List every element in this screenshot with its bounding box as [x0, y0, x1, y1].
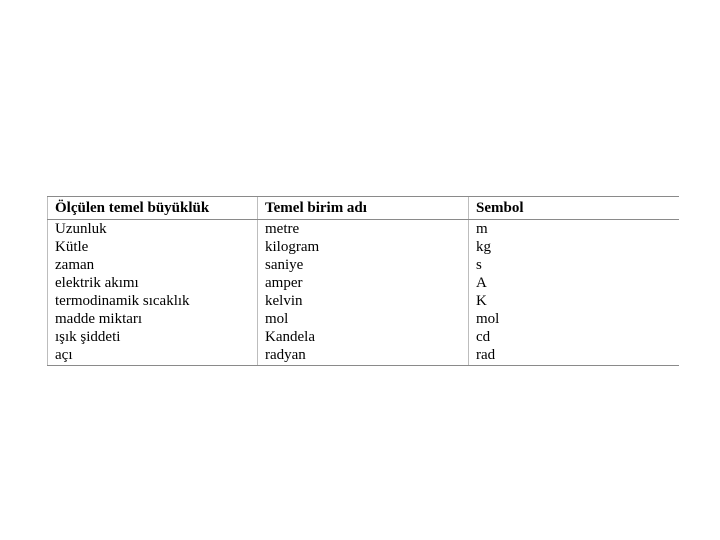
- si-units-table: [47, 196, 679, 366]
- table-row: [48, 328, 679, 346]
- table-header-row: [48, 197, 679, 220]
- cell-quantity: ışık şiddeti: [48, 328, 258, 346]
- cell-quantity: zaman: [48, 256, 258, 274]
- cell-symbol: K: [469, 292, 679, 310]
- cell-quantity: açı: [48, 346, 258, 366]
- table-row: [48, 238, 679, 256]
- cell-symbol: s: [469, 256, 679, 274]
- header-quantity: Ölçülen temel büyüklük: [48, 197, 258, 220]
- si-units-table-container: [47, 196, 678, 366]
- cell-quantity: termodinamik sıcaklık: [48, 292, 258, 310]
- cell-symbol: rad: [469, 346, 679, 366]
- cell-quantity: Uzunluk: [48, 220, 258, 239]
- header-unit-name: Temel birim adı: [258, 197, 469, 220]
- cell-unit-name: radyan: [258, 346, 469, 366]
- table-row: [48, 346, 679, 366]
- cell-quantity: elektrik akımı: [48, 274, 258, 292]
- cell-symbol: cd: [469, 328, 679, 346]
- cell-unit-name: metre: [258, 220, 469, 239]
- table-row: [48, 274, 679, 292]
- cell-symbol: mol: [469, 310, 679, 328]
- cell-unit-name: kelvin: [258, 292, 469, 310]
- table-row: [48, 292, 679, 310]
- header-symbol: Sembol: [469, 197, 679, 220]
- cell-symbol: A: [469, 274, 679, 292]
- cell-unit-name: amper: [258, 274, 469, 292]
- cell-symbol: kg: [469, 238, 679, 256]
- cell-symbol: m: [469, 220, 679, 239]
- cell-unit-name: mol: [258, 310, 469, 328]
- cell-unit-name: Kandela: [258, 328, 469, 346]
- cell-unit-name: kilogram: [258, 238, 469, 256]
- cell-unit-name: saniye: [258, 256, 469, 274]
- table-row: [48, 256, 679, 274]
- table-row: [48, 310, 679, 328]
- table-row: [48, 220, 679, 239]
- cell-quantity: Kütle: [48, 238, 258, 256]
- cell-quantity: madde miktarı: [48, 310, 258, 328]
